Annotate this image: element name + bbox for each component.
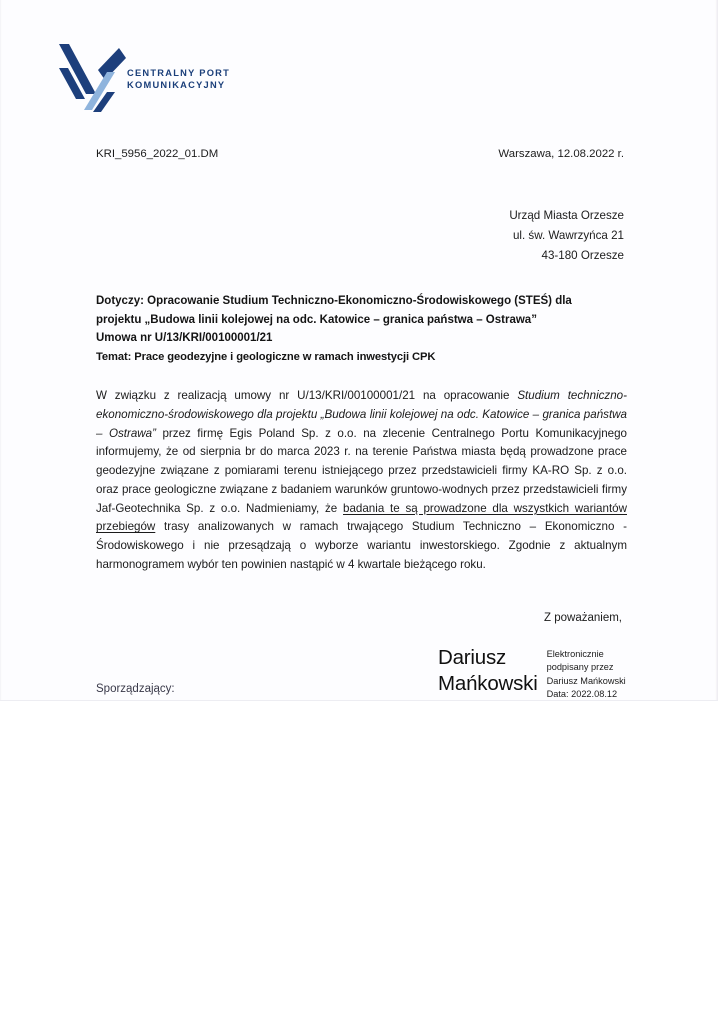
signature-name [438,645,538,697]
letterhead [55,42,315,114]
subject-block [96,292,626,366]
signature-name-line-1: Dariusz [438,646,507,669]
subject-line-1: Dotyczy: Opracowanie Studium Techniczno-Ekonomiczno-Środowiskowego (STEŚ) dla [96,295,572,307]
signature-meta-line-3: Dariusz Mańkowski [546,675,626,686]
footer-text: Sporządzający: [96,683,175,695]
addressee-block [509,206,624,266]
signature-name-line-2: Mańkowski [438,671,538,695]
page-lower-blank-area [0,700,718,1020]
letter-body [96,387,627,575]
logo-brand-line-1: CENTRALNY PORT [127,68,231,78]
signature-meta-line-2: podpisany przez [546,662,614,673]
digital-signature-meta [547,645,626,701]
signature-meta-line-1: Elektronicznie [546,649,604,659]
closing-salutation: Z poważaniem, [544,612,622,624]
body-segment-5: trasy analizowanych w ramach trwającego Studium Techniczno – Ekonomiczno - Środowiskowego i nie przesądzają o wyborze wariantu inwestorskiego. Zgodnie z aktualnym harmonogramem wybór ten powinien nastąpić w 4 kwartale bieżącego roku. [96,520,627,572]
body-paragraph [96,387,627,575]
reference-number: KRI_5956_2022_01.DM [96,148,219,160]
body-segment-4-underlined: badania te są prowadzone dla wszystkich wariantów przebiegów [96,501,627,534]
addressee-line-2: ul. św. Wawrzyńca 21 [512,228,624,242]
place-and-date: Warszawa, 12.08.2022 r. [498,148,624,160]
body-segment-3: przez firmę Egis Poland Sp. z o.o. na zlecenie Centralnego Portu Komunikacyjnego informujemy, że od sierpnia br do marca 2023 r. na terenie Państwa miasta będą prowadzone prace geodezyjne związane z pomiarami terenu istniejącego przez przedstawicieli firmy KA-RO Sp. z o.o. oraz prace geologiczne związane z badaniem warunków gruntowo-wodnych przez przedstawicieli firmy Jaf-Geotechnika Sp. z o.o. Nadmieniamy, że [96,426,627,515]
cpk-logo-icon [55,42,127,112]
logo-wordmark [127,68,230,92]
body-segment-2-italic: Studium techniczno-ekonomiczno-środowiskowego dla projektu „Budowa linii kolejowej na odc. Katowice – granica państwa – Ostrawa” [96,389,627,440]
subject-line-2: projektu „Budowa linii kolejowej na odc. Katowice – granica państwa – Ostrawa” [96,313,537,326]
signature-meta-date: Data: 2022.08.12 [546,689,618,700]
addressee-line-3: 43-180 Orzesze [541,248,624,262]
addressee-line-1: Urząd Miasta Orzesze [509,209,624,222]
logo-brand-line-2: KOMUNIKACYJNY [127,79,226,90]
subject-topic: Temat: Prace geodezyjne i geologiczne w ramach inwestycji CPK [96,350,436,363]
reference-row [96,148,624,160]
signature-block [438,645,626,701]
body-segment-1: W związku z realizacją umowy nr U/13/KRI/00100001/21 na opracowanie [96,389,518,402]
subject-contract-number: Umowa nr U/13/KRI/00100001/21 [96,332,273,345]
